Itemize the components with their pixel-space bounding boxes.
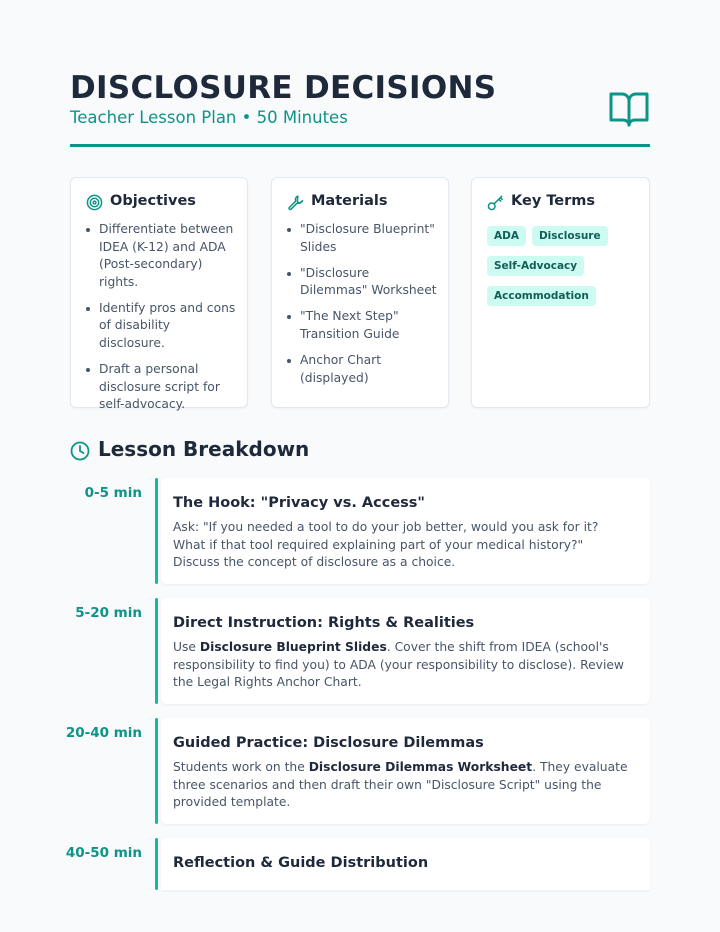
clock-icon (70, 441, 90, 461)
step-title: The Hook: "Privacy vs. Access" (173, 495, 425, 511)
page-header (70, 70, 650, 148)
timeline-step (65, 718, 650, 824)
lesson-breakdown-header (70, 437, 650, 465)
materials-card (271, 177, 449, 408)
list-item: Anchor Chart (displayed) (286, 352, 438, 387)
materials-list (286, 221, 438, 396)
page-title: DISCLOSURE DECISIONS (70, 70, 497, 106)
term-tag-disclosure: Disclosure (532, 226, 608, 246)
list-item: Draft a personal disclosure script for self-advocacy. (85, 361, 237, 414)
key-terms-card (471, 177, 650, 408)
list-item: Differentiate between IDEA (K-12) and ADA (Post-secondary) rights. (85, 221, 237, 291)
timeline-bar (155, 838, 158, 890)
wrench-icon (287, 194, 304, 211)
step-title: Guided Practice: Disclosure Dilemmas (173, 735, 484, 751)
objectives-card-title: Objectives (110, 193, 196, 209)
list-item: "The Next Step" Transition Guide (286, 308, 438, 343)
term-tag-ada: ADA (487, 226, 526, 246)
timeline-bar (155, 718, 158, 824)
target-icon (86, 194, 103, 211)
step-description: Ask: "If you needed a tool to do your job better, would you ask for it? What if that tool required explaining part of your medical history?" Discuss the concept of disclosure as a choice. (173, 520, 599, 570)
step-time: 0-5 min (84, 485, 142, 501)
step-title: Reflection & Guide Distribution (173, 855, 429, 871)
term-tag-self-advocacy: Self-Advocacy (487, 256, 584, 276)
key-icon (487, 194, 504, 211)
step-time: 20-40 min (65, 725, 142, 741)
step-title: Direct Instruction: Rights & Realities (173, 615, 475, 631)
header-divider (70, 144, 650, 147)
timeline-bar (155, 478, 158, 584)
term-tag-accommodation: Accommodation (487, 286, 596, 306)
timeline-step (65, 838, 650, 890)
step-card (161, 478, 650, 584)
timeline-step (70, 598, 650, 704)
list-item: "Disclosure Dilemmas" Worksheet (286, 265, 438, 300)
step-card (161, 838, 650, 890)
page-subtitle: Teacher Lesson Plan • 50 Minutes (70, 108, 348, 127)
list-item: Identify pros and cons of disability disclosure. (85, 300, 237, 353)
step-description: Use Disclosure Blueprint Slides. Cover the shift from IDEA (school's responsibility to find you) to ADA (your responsibility to disclose). Review the Legal Rights Anchor Chart. (173, 640, 624, 690)
step-time: 5-20 min (75, 605, 142, 621)
step-description: Students work on the Disclosure Dilemmas Worksheet. They evaluate three scenarios and then draft their own "Disclosure Script" using the provided template. (173, 760, 628, 810)
timeline-bar (155, 598, 158, 704)
lesson-breakdown-title: Lesson Breakdown (98, 437, 310, 461)
objectives-list (85, 221, 237, 422)
open-book-icon (608, 90, 650, 128)
key-terms-tags (487, 224, 637, 314)
list-item: "Disclosure Blueprint" Slides (286, 221, 438, 256)
timeline-step (70, 478, 650, 584)
step-card (161, 718, 650, 824)
key-terms-card-title: Key Terms (511, 193, 596, 209)
materials-card-title: Materials (311, 193, 388, 209)
step-time: 40-50 min (65, 845, 142, 861)
step-card (161, 598, 650, 704)
objectives-card (70, 177, 248, 412)
lesson-plan-page (65, 0, 650, 932)
